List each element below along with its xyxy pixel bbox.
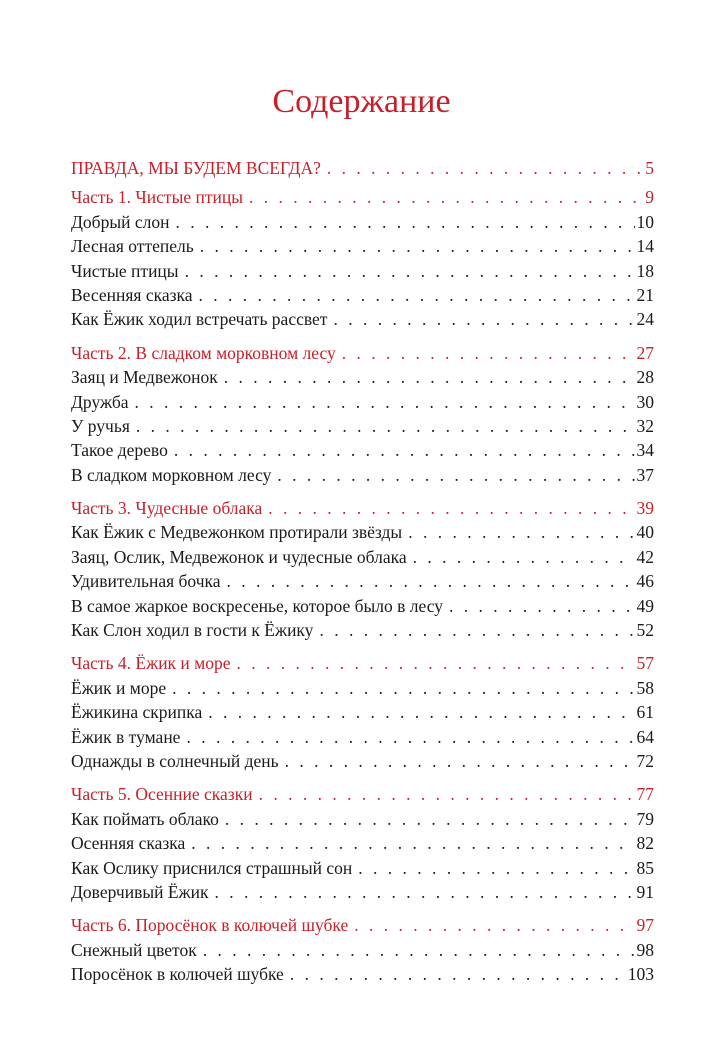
dot-leader — [327, 156, 643, 180]
toc-entry[interactable] — [71, 283, 654, 307]
toc-entry[interactable] — [71, 700, 654, 724]
toc-entry[interactable] — [71, 545, 654, 569]
toc-entry-title: Дружба — [71, 391, 129, 412]
dot-leader — [408, 520, 634, 544]
toc-entry-title: Снежный цветок — [71, 939, 197, 960]
toc-entry[interactable] — [71, 962, 654, 986]
toc-entry[interactable] — [71, 259, 654, 283]
dot-leader — [191, 831, 634, 855]
dot-leader — [224, 365, 635, 389]
toc-entry-page: 10 — [636, 211, 654, 232]
dot-leader — [199, 283, 635, 307]
toc-entry-title: Добрый слон — [71, 211, 170, 232]
dot-leader — [174, 438, 635, 462]
toc-part-heading[interactable] — [71, 496, 654, 520]
dot-leader — [225, 807, 635, 831]
toc-entry-title: Весенняя сказка — [71, 284, 193, 305]
toc-entry-title: Как Ёжик с Медвежонком протирали звёзды — [71, 522, 403, 543]
dot-leader — [215, 880, 635, 904]
toc-entry-page: 79 — [636, 808, 654, 829]
toc-entry[interactable] — [71, 234, 654, 258]
toc-entry-title: Часть 5. Осенние сказки — [71, 784, 253, 805]
dot-leader — [449, 594, 634, 618]
dot-leader — [172, 676, 634, 700]
toc-entry-page: 9 — [645, 187, 654, 208]
toc-entry-title: Часть 6. Поросёнок в колючей шубке — [71, 915, 349, 936]
toc-entry-title: Ёжик в тумане — [71, 726, 181, 747]
toc-entry[interactable] — [71, 307, 654, 331]
dot-leader — [175, 210, 634, 234]
toc-entry[interactable] — [71, 569, 654, 593]
toc-entry-page: 98 — [636, 939, 654, 960]
toc-part-heading[interactable] — [71, 341, 654, 365]
toc-entry[interactable] — [71, 390, 654, 414]
toc-entry-page: 24 — [636, 309, 654, 330]
dot-leader — [268, 496, 634, 520]
toc-part-heading[interactable] — [71, 913, 654, 937]
toc-entry[interactable] — [71, 594, 654, 618]
toc-entry-page: 97 — [636, 915, 654, 936]
toc-entry-title: Ёжикина скрипка — [71, 702, 203, 723]
toc-entry[interactable] — [71, 414, 654, 438]
toc-entry[interactable] — [71, 520, 654, 544]
dot-leader — [186, 725, 634, 749]
dot-leader — [413, 545, 635, 569]
toc-entry-page: 91 — [636, 881, 654, 902]
toc-entry[interactable] — [71, 210, 654, 234]
dot-leader — [249, 185, 643, 209]
dot-leader — [354, 913, 634, 937]
dot-leader — [290, 962, 626, 986]
toc-entry-page: 82 — [636, 833, 654, 854]
toc-entry[interactable] — [71, 618, 654, 642]
toc-entry-title: Осенняя сказка — [71, 833, 186, 854]
toc-entry-page: 18 — [636, 260, 654, 281]
toc-entry-page: 34 — [636, 440, 654, 461]
toc-entry-page: 61 — [636, 702, 654, 723]
dot-leader — [285, 749, 635, 773]
toc-entry-title: Часть 4. Ёжик и море — [71, 653, 231, 674]
toc-entry-page: 72 — [636, 750, 654, 771]
toc-entry-page: 27 — [636, 342, 654, 363]
toc-entry-page: 57 — [636, 653, 654, 674]
dot-leader — [237, 651, 635, 675]
toc-entry-title: Удивительная бочка — [71, 571, 221, 592]
toc-entry-title: Чистые птицы — [71, 260, 179, 281]
toc-entry-title: Однажды в солнечный день — [71, 750, 279, 771]
toc-entry-title: Часть 3. Чудесные облака — [71, 498, 263, 519]
toc-entry-page: 58 — [636, 677, 654, 698]
toc-entry-title: Заяц, Ослик, Медвежонок и чудесные облака — [71, 546, 407, 567]
toc-entry-page: 40 — [636, 522, 654, 543]
table-of-contents — [71, 156, 654, 987]
toc-entry-title: ПРАВДА, МЫ БУДЕМ ВСЕГДА? — [71, 158, 321, 178]
dot-leader — [135, 390, 635, 414]
dot-leader — [227, 569, 635, 593]
toc-entry-title: Часть 1. Чистые птицы — [71, 187, 243, 208]
dot-leader — [200, 234, 635, 258]
toc-part-heading[interactable] — [71, 651, 654, 675]
toc-entry-page: 46 — [636, 571, 654, 592]
toc-entry-page: 64 — [636, 726, 654, 747]
toc-entry-title: Как Слон ходил в гости к Ёжику — [71, 620, 314, 641]
toc-entry-title: У ручья — [71, 415, 130, 436]
toc-top-entry[interactable] — [71, 156, 654, 180]
toc-entry-page: 28 — [636, 367, 654, 388]
dot-leader — [185, 259, 635, 283]
toc-entry[interactable] — [71, 749, 654, 773]
toc-entry[interactable] — [71, 365, 654, 389]
toc-entry-page: 52 — [636, 620, 654, 641]
toc-entry-title: Заяц и Медвежонок — [71, 367, 218, 388]
dot-leader — [358, 856, 634, 880]
toc-entry-page: 85 — [636, 857, 654, 878]
page-title: Содержание — [272, 83, 451, 120]
toc-entry[interactable] — [71, 880, 654, 904]
toc-entry-title: Доверчивый Ёжик — [71, 881, 209, 902]
toc-entry-title: В сладком морковном лесу — [71, 464, 272, 485]
toc-entry-page: 14 — [636, 236, 654, 257]
toc-entry[interactable] — [71, 438, 654, 462]
dot-leader — [333, 307, 634, 331]
toc-entry[interactable] — [71, 725, 654, 749]
toc-entry[interactable] — [71, 676, 654, 700]
toc-entry-page: 37 — [636, 464, 654, 485]
toc-part-heading[interactable] — [71, 185, 654, 209]
dot-leader — [208, 700, 634, 724]
toc-entry[interactable] — [71, 463, 654, 487]
toc-entry-page: 39 — [636, 498, 654, 519]
toc-entry-page: 21 — [636, 284, 654, 305]
toc-entry-page: 77 — [636, 784, 654, 805]
toc-entry-page: 32 — [636, 415, 654, 436]
toc-entry[interactable] — [71, 831, 654, 855]
toc-parts — [71, 185, 654, 986]
toc-entry-title: Как Ослику приснился страшный сон — [71, 857, 353, 878]
dot-leader — [342, 341, 635, 365]
toc-entry-page: 42 — [636, 546, 654, 567]
toc-entry-page: 49 — [636, 595, 654, 616]
dot-leader — [319, 618, 634, 642]
toc-entry[interactable] — [71, 938, 654, 962]
toc-entry-title: Часть 2. В сладком морковном лесу — [71, 342, 336, 363]
toc-entry[interactable] — [71, 856, 654, 880]
toc-entry-title: Ёжик и море — [71, 677, 167, 698]
toc-entry-title: Поросёнок в колючей шубке — [71, 964, 284, 985]
dot-leader — [277, 463, 634, 487]
toc-entry-title: В самое жаркое воскресенье, которое было в лесу — [71, 595, 444, 616]
toc-entry[interactable] — [71, 807, 654, 831]
toc-entry-page: 5 — [645, 158, 654, 178]
toc-part-heading[interactable] — [71, 782, 654, 806]
toc-entry-title: Лесная оттепель — [71, 236, 194, 257]
toc-entry-title: Как поймать облако — [71, 808, 219, 829]
toc-entry-page: 30 — [636, 391, 654, 412]
dot-leader — [259, 782, 635, 806]
toc-entry-title: Как Ёжик ходил встречать рассвет — [71, 309, 328, 330]
dot-leader — [136, 414, 635, 438]
toc-entry-page: 103 — [627, 964, 654, 985]
toc-entry-title: Такое дерево — [71, 440, 168, 461]
dot-leader — [203, 938, 635, 962]
